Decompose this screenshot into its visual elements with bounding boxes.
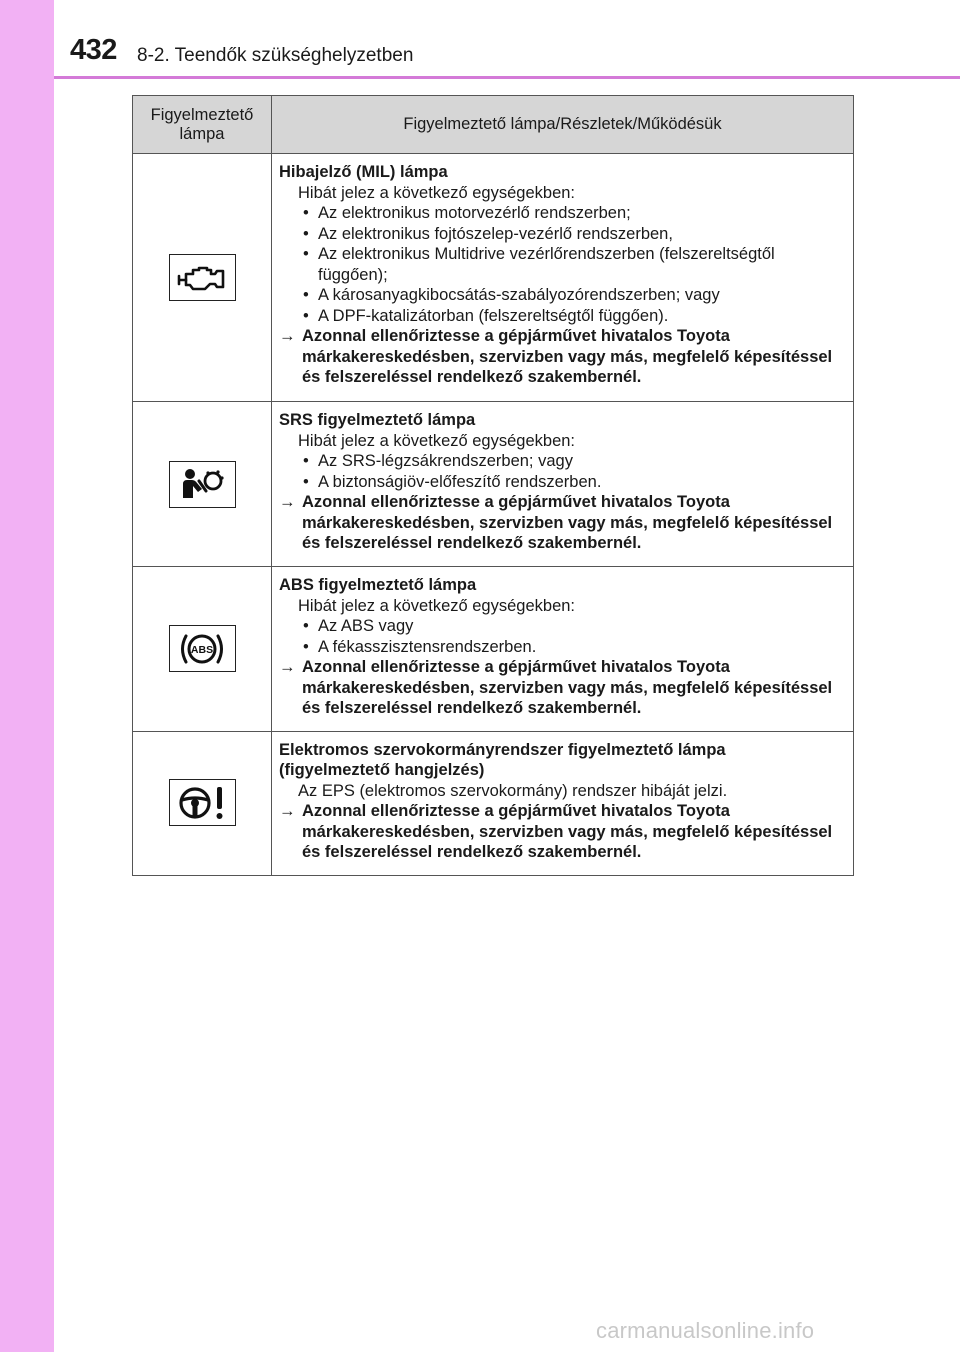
arrow-icon: → [279,802,296,820]
srs-airbag-icon [169,461,236,508]
arrow-icon: → [279,658,296,676]
bullet-list [279,616,843,657]
lamp-title: Elektromos szervokormányrendszer figyelmeztető lámpa (figyelmeztető hangjelzés) [279,740,726,779]
lamp-intro: Hibát jelez a következő egységekben: [298,596,576,615]
action-instruction [279,492,843,554]
page-number: 432 [70,34,117,66]
action-instruction [279,657,843,719]
action-text: Azonnal ellenőriztesse a gépjárművet hivatalos Toyota márkakereskedésben, szervizben vagy más, megfelelő képesítéssel és felszereléssel rendelkező szakembernél. [302,802,833,861]
details-cell [272,567,854,732]
table-header-row [133,96,854,154]
table-row [133,402,854,567]
list-item: • Az SRS-légzsákrendszerben; vagy [303,451,843,472]
section-title: 8-2. Teendők szükséghelyzetben [137,45,414,66]
action-text: Azonnal ellenőriztesse a gépjárművet hivatalos Toyota márkakereskedésben, szervizben vagy más, megfelelő képesítéssel és felszereléssel rendelkező szakembernél. [302,658,833,717]
column-header-details: Figyelmeztető lámpa/Részletek/Működésük [272,96,854,154]
eps-steering-warning-icon [169,779,236,826]
header-divider [54,76,960,79]
details-cell [272,154,854,402]
icon-cell [133,154,272,402]
warning-lamp-table [132,95,854,876]
table-row [133,154,854,402]
table-row [133,731,854,875]
details-cell [272,402,854,567]
details-cell [272,731,854,875]
icon-cell [133,567,272,732]
table-row [133,567,854,732]
lamp-intro: Az EPS (elektromos szervokormány) rendszer hibáját jelzi. [298,781,728,800]
action-text: Azonnal ellenőriztesse a gépjárművet hivatalos Toyota márkakereskedésben, szervizben vagy más, megfelelő képesítéssel és felszereléssel rendelkező szakembernél. [302,327,833,386]
arrow-icon: → [279,493,296,511]
list-item: • A DPF-katalizátorban (felszereltségtől függően). [303,306,843,327]
lamp-intro: Hibát jelez a következő egységekben: [298,431,576,450]
lamp-title: Hibajelző (MIL) lámpa [279,163,448,181]
list-item: • Az elektronikus fojtószelep-vezérlő rendszerben, [303,224,843,245]
abs-icon-label: ABS [190,643,214,656]
list-item: • Az elektronikus motorvezérlő rendszerben; [303,203,843,224]
bullet-list [279,451,843,492]
arrow-icon: → [279,327,296,345]
lamp-title: SRS figyelmeztető lámpa [279,411,476,429]
engine-check-icon [169,254,236,301]
list-item: • A fékasszisztensrendszerben. [303,637,843,658]
list-item: • A károsanyagkibocsátás-szabályozórendszerben; vagy [303,285,843,306]
icon-cell [133,402,272,567]
column-header-lamp: Figyelmeztető lámpa [133,96,272,154]
action-instruction [279,801,843,863]
list-item: • Az elektronikus Multidrive vezérlőrendszerben (felszereltségtől függően); [303,244,843,285]
action-instruction [279,326,843,388]
bullet-list [279,203,843,326]
abs-icon [169,625,236,672]
icon-cell [133,731,272,875]
side-color-band [0,0,54,1352]
lamp-intro: Hibát jelez a következő egységekben: [298,183,576,202]
action-text: Azonnal ellenőriztesse a gépjárművet hivatalos Toyota márkakereskedésben, szervizben vagy más, megfelelő képesítéssel és felszereléssel rendelkező szakembernél. [302,493,833,552]
list-item: • A biztonságiöv-előfeszítő rendszerben. [303,472,843,493]
lamp-title: ABS figyelmeztető lámpa [279,576,477,594]
list-item: • Az ABS vagy [303,616,843,637]
watermark: carmanualsonline.info [596,1318,815,1343]
